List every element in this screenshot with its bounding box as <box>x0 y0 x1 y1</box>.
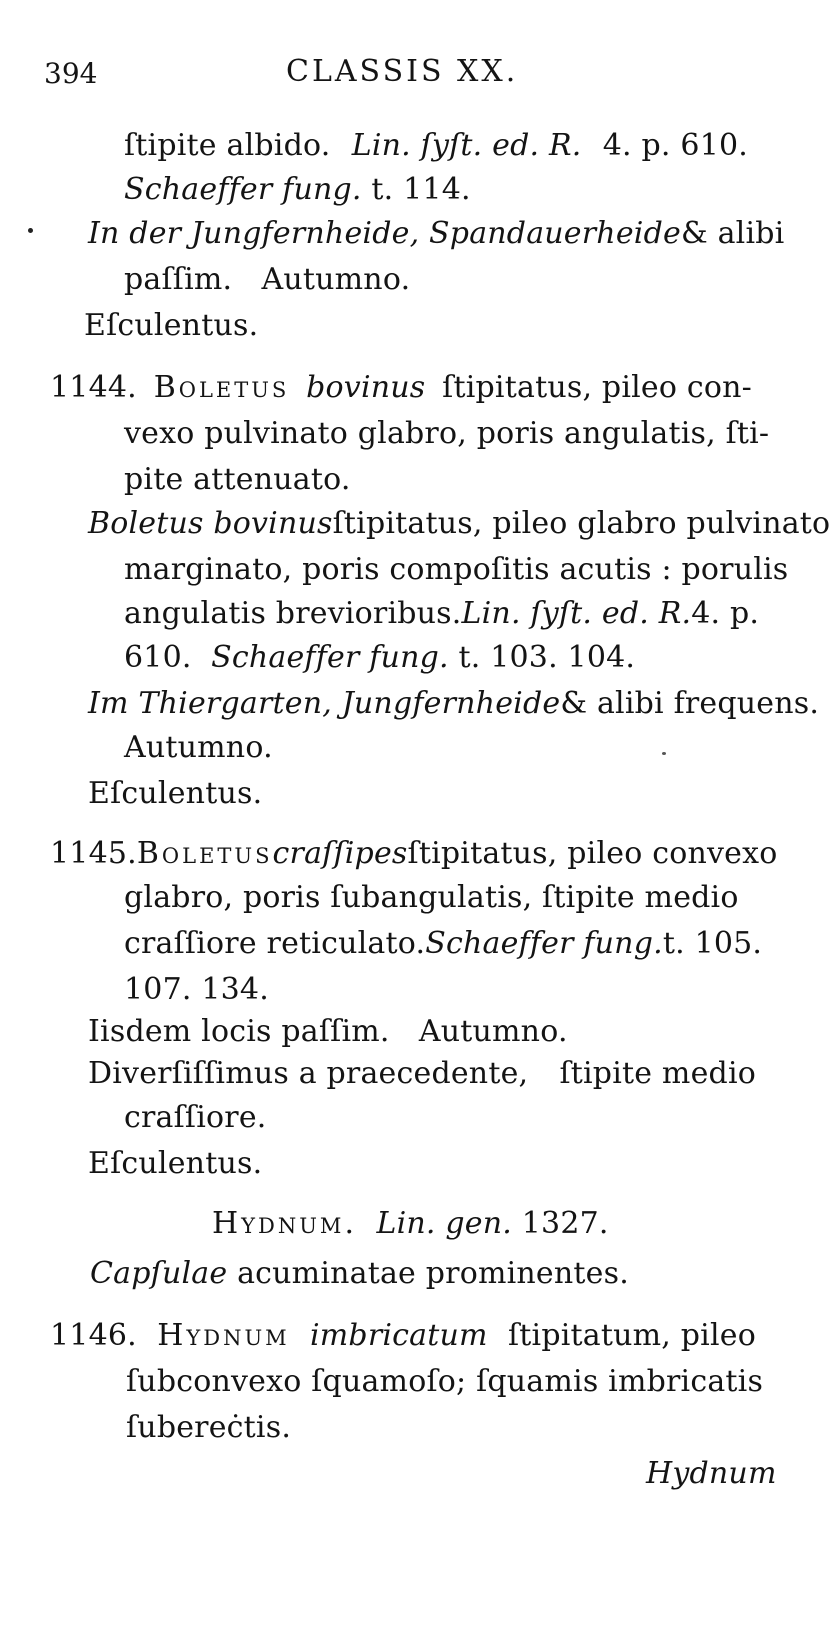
text-line: Autumno. <box>124 730 273 765</box>
entry-heading: 1146. Hydnum imbricatum ſtipitatum, pileo <box>50 1318 756 1353</box>
text-line: Capſulae acuminatae prominentes. <box>90 1256 629 1291</box>
entry-number: 1146. <box>50 1318 137 1353</box>
genus-heading: Hydnum. Lin. gen. 1327. <box>212 1206 609 1241</box>
genus-name: Boletus <box>153 370 290 405</box>
text-line: Iisdem locis paſſim. Autumno. <box>88 1014 568 1049</box>
text-line: marginato, poris compoſitis acutis : porulis <box>124 552 789 587</box>
text-line: 107. 134. <box>124 972 269 1007</box>
text-line: 610. Schaeffer fung. t. 103. 104. <box>124 640 636 675</box>
text-line: vexo pulvinato glabro, poris angulatis, ſti- <box>124 416 770 451</box>
entry-heading: 1144. Boletus bovinus ſtipitatus, pileo con- <box>50 370 752 405</box>
genus-name: Boletus <box>136 836 273 871</box>
text-line: Eſculentus. <box>88 1146 263 1181</box>
ink-speck <box>662 752 666 755</box>
margin-dot <box>28 228 33 233</box>
text-line: ſubconvexo ſquamoſo; ſquamis imbricatis <box>126 1364 764 1399</box>
text-line: Boletus bovinus ſtipitatus, pileo glabro pulvinato <box>88 506 830 541</box>
text-line: Eſculentus. <box>88 776 263 811</box>
running-title: CLASSIS XX. <box>286 54 519 89</box>
species-name: imbricatum <box>309 1318 488 1353</box>
text-line: pite attenuato. <box>124 462 351 497</box>
page-number: 394 <box>44 57 98 90</box>
text-line: paſſim. Autumno. <box>124 262 411 297</box>
species-name: craſſipes <box>272 836 408 871</box>
species-name: bovinus <box>306 370 426 405</box>
text-line: ſtipite albido. Lin. ſyſt. ed. R. 4. p. 610. <box>124 128 748 163</box>
genus-name: Hydnum <box>157 1318 290 1353</box>
text-line: Eſculentus. <box>84 308 259 343</box>
text-line: craſſiore. <box>124 1100 267 1135</box>
text-line: In der Jungfernheide, Spandauerheide & alibi <box>88 216 785 251</box>
entry-number: 1144. <box>50 370 137 405</box>
catchword: Hydnum <box>646 1456 777 1491</box>
text-line: angulatis brevioribus. Lin. ſyſt. ed. R. 4. p. <box>124 596 760 631</box>
entry-number: 1145. <box>50 836 137 871</box>
text-line: ſubereċtis. <box>126 1410 292 1445</box>
text-line: Diverſiſſimus a praecedente, ſtipite medio <box>88 1056 756 1091</box>
text-line: craſſiore reticulato. Schaeffer fung. t. 105. <box>124 926 763 961</box>
text-line: Schaeffer fung. t. 114. <box>124 172 471 207</box>
text-line: Im Thiergarten, Jungfernheide & alibi frequens. <box>88 686 820 721</box>
entry-heading: 1145. Boletus craſſipes ſtipitatus, pileo convexo <box>50 836 778 871</box>
text-line: glabro, poris ſubangulatis, ſtipite medio <box>124 880 739 915</box>
